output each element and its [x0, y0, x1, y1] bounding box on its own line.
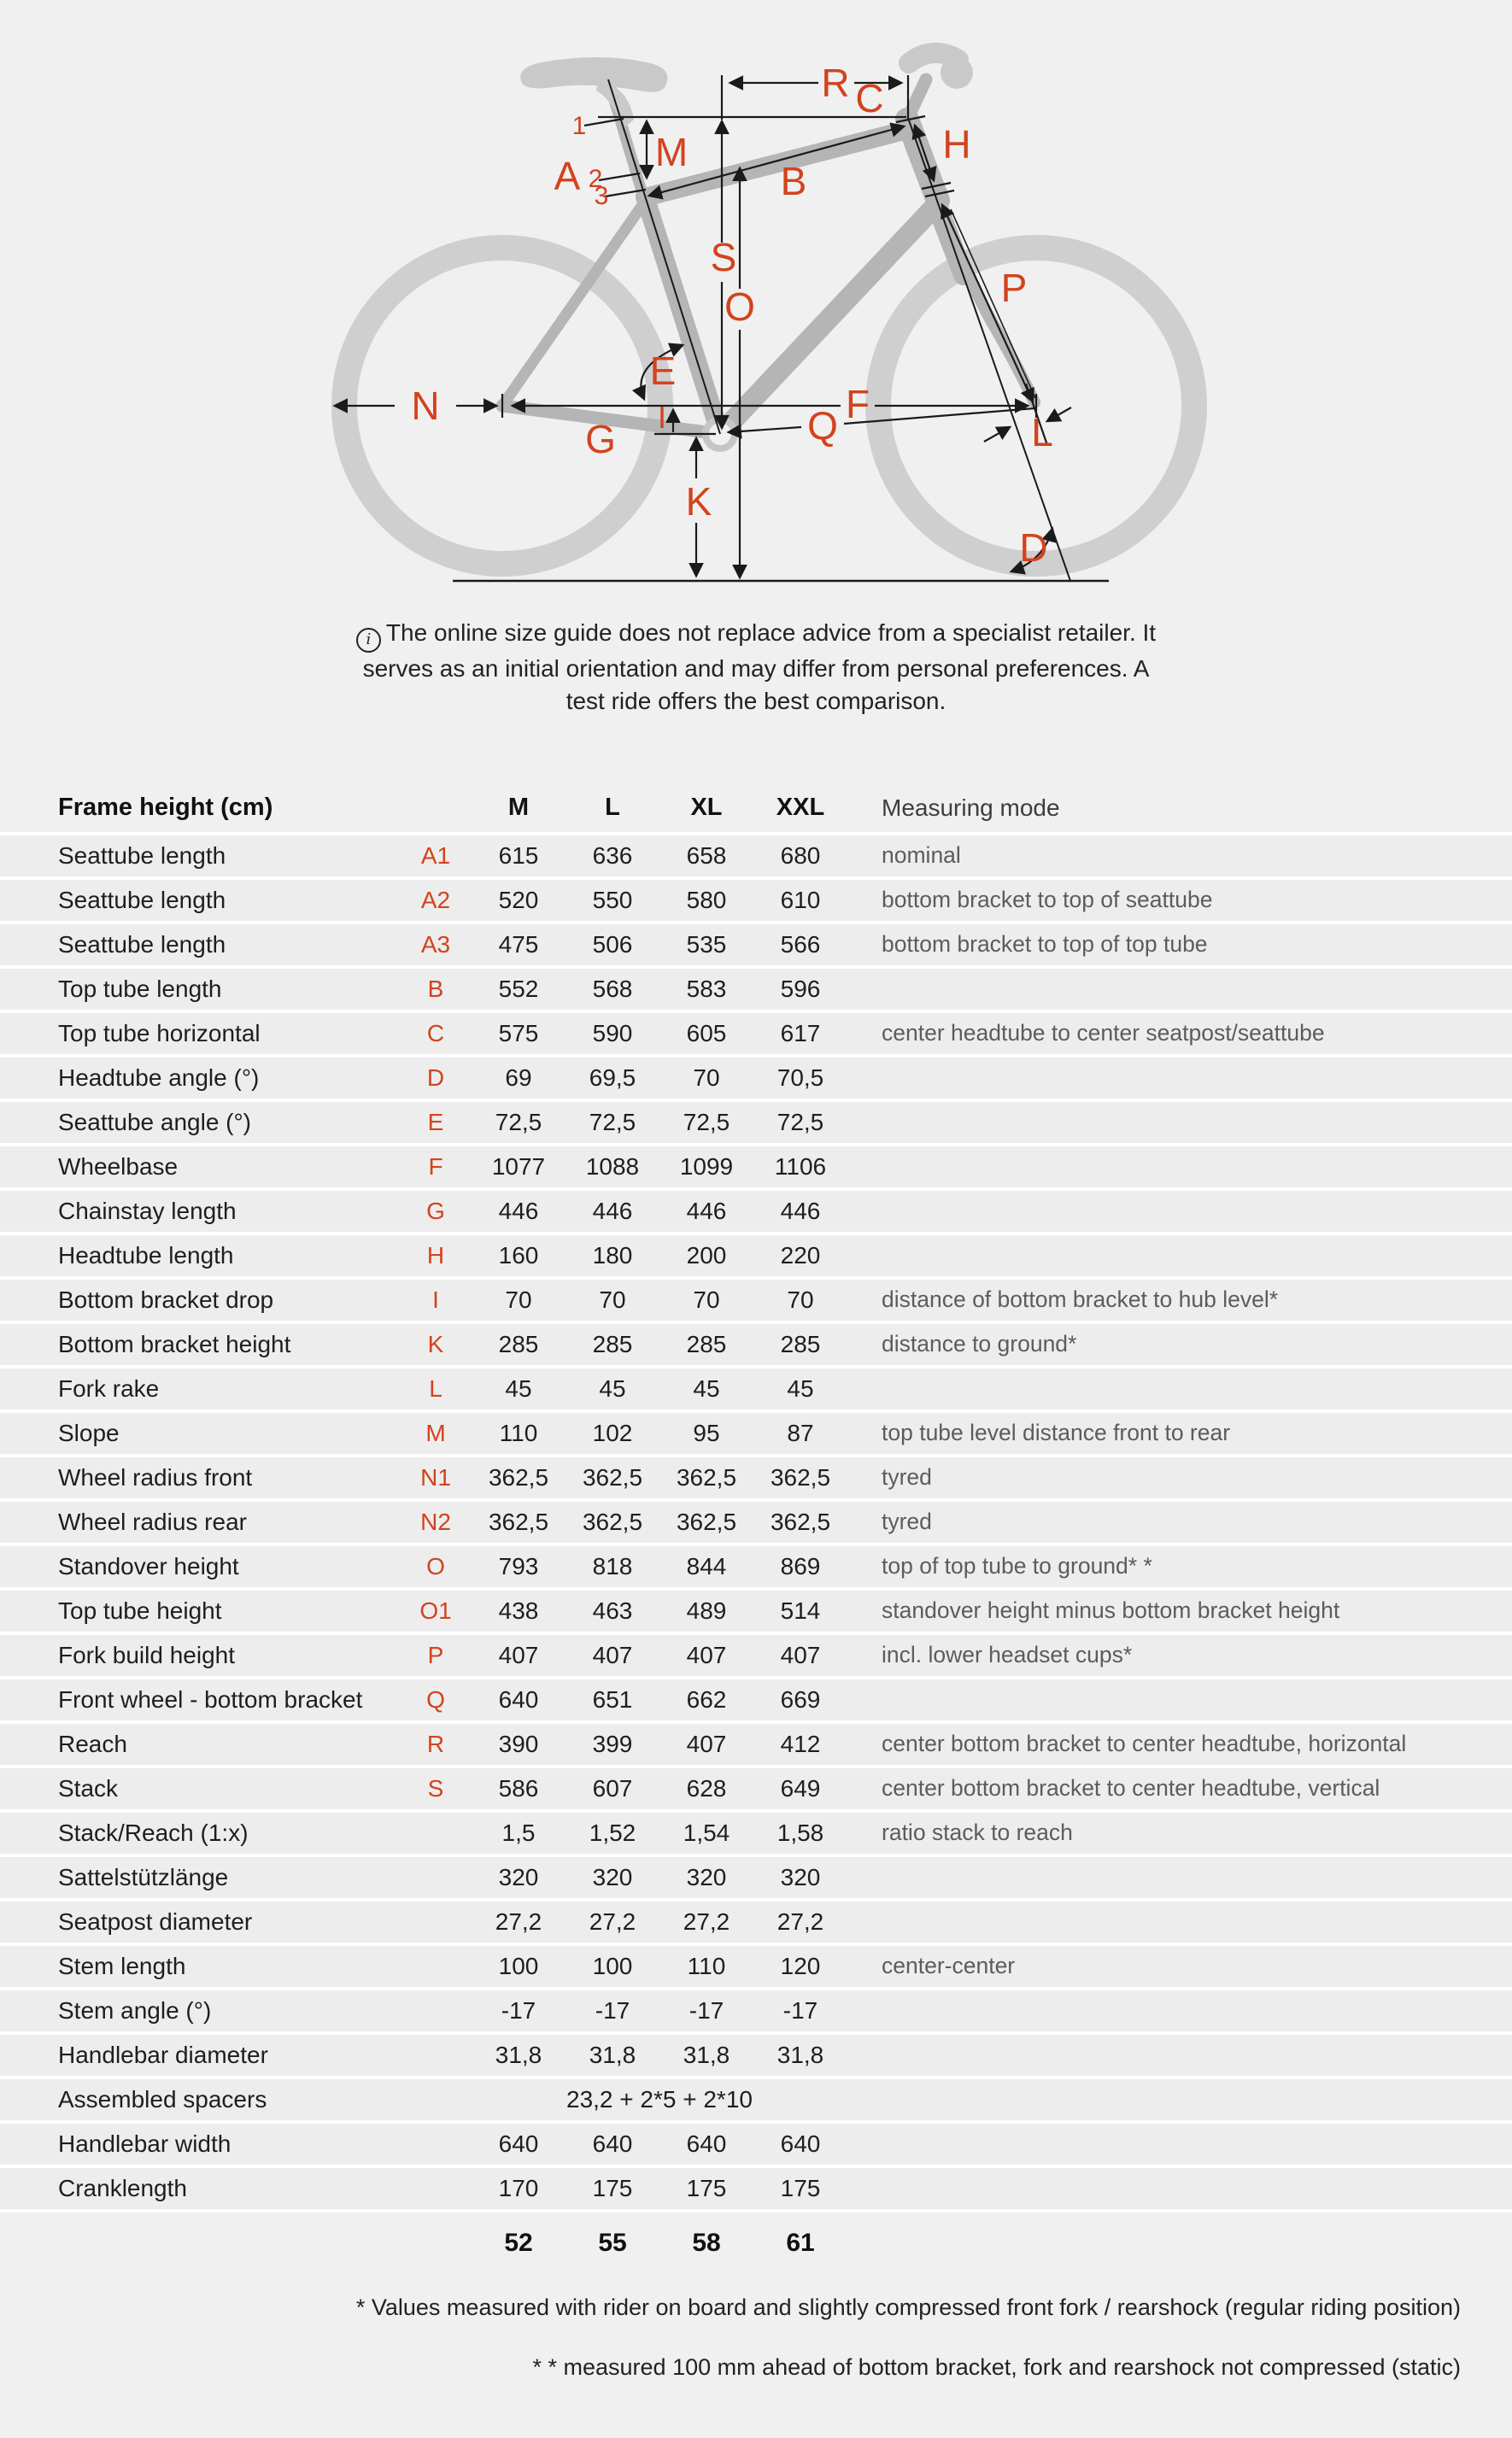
footnote-single-asterisk: * Values measured with rider on board and slightly compressed front fork / rearshock (regular riding position)	[355, 2294, 1461, 2320]
table-row	[0, 1054, 1512, 1099]
row-value: 669	[780, 1685, 821, 1713]
row-label: Top tube height	[58, 1597, 222, 1624]
diagram-label-S: S	[710, 235, 737, 279]
diagram-label-K: K	[685, 479, 712, 524]
table-header-measuring-mode: Measuring mode	[882, 794, 1060, 821]
row-value: 550	[592, 886, 633, 913]
row-label: Assembled spacers	[58, 2085, 267, 2113]
diagram-label-P: P	[1000, 266, 1028, 310]
table-row	[0, 1143, 1512, 1187]
table-row	[0, 2076, 1512, 2120]
row-value: 407	[592, 1641, 633, 1668]
row-value: 636	[592, 841, 633, 869]
info-icon: i	[356, 628, 381, 653]
table-row	[0, 832, 1512, 876]
row-value: 649	[780, 1774, 821, 1802]
row-value: 70	[693, 1064, 720, 1091]
diagram-letter-labels	[411, 61, 1052, 570]
row-value: 95	[693, 1419, 720, 1446]
row-value: 72,5	[589, 1108, 636, 1135]
row-value: 407	[686, 1641, 727, 1668]
row-letter: A1	[420, 841, 451, 869]
row-measuring-mode: incl. lower headset cups*	[882, 1642, 1133, 1667]
table-row	[0, 1276, 1512, 1321]
row-value: 180	[592, 1241, 633, 1269]
row-value: 662	[686, 1685, 727, 1713]
table-row	[0, 1898, 1512, 1943]
row-label: Fork build height	[58, 1641, 236, 1668]
row-letter: P	[427, 1641, 444, 1668]
row-value: 407	[498, 1641, 539, 1668]
table-header-size-l: L	[605, 793, 620, 821]
row-value: 640	[498, 1685, 539, 1713]
row-span-value: 23,2 + 2*5 + 2*10	[566, 2085, 753, 2113]
row-value: 320	[592, 1863, 633, 1890]
row-value: 390	[498, 1730, 539, 1757]
row-label: Seattube length	[58, 841, 226, 869]
row-value: -17	[782, 1996, 818, 2024]
row-value: 45	[693, 1374, 720, 1402]
row-label: Stem angle (°)	[58, 1996, 212, 2024]
row-value: 362,5	[676, 1463, 737, 1491]
row-letter: R	[426, 1730, 445, 1757]
saddle-icon	[520, 57, 667, 92]
table-row	[0, 1498, 1512, 1543]
row-value: 610	[780, 886, 821, 913]
row-value: 1,54	[683, 1819, 730, 1846]
table-row	[0, 1187, 1512, 1232]
row-value: 70	[787, 1286, 814, 1313]
row-value: 87	[787, 1419, 814, 1446]
diagram-label-2: 2	[588, 165, 603, 193]
diagram-label-1: 1	[571, 112, 587, 140]
row-label: Top tube horizontal	[58, 1019, 261, 1046]
row-value: 45	[599, 1374, 626, 1402]
row-value: 160	[498, 1241, 539, 1269]
row-value: 407	[780, 1641, 821, 1668]
row-label: Handlebar diameter	[58, 2041, 268, 2068]
row-letter: F	[428, 1152, 443, 1180]
table-body	[0, 832, 1512, 2212]
row-value: 568	[592, 975, 633, 1002]
row-measuring-mode: tyred	[882, 1509, 932, 1534]
row-value: 285	[498, 1330, 539, 1357]
row-value: 100	[592, 1952, 633, 1979]
row-value: 605	[686, 1019, 727, 1046]
row-label: Chainstay length	[58, 1197, 237, 1224]
row-value: 575	[498, 1019, 539, 1046]
row-letter: C	[426, 1019, 445, 1046]
row-value: 100	[498, 1952, 539, 1979]
row-letter: K	[427, 1330, 444, 1357]
table-row	[0, 2120, 1512, 2165]
row-value: 362,5	[676, 1508, 737, 1535]
table-row	[0, 2031, 1512, 2076]
diagram-label-C: C	[855, 76, 884, 120]
row-value: 552	[498, 975, 539, 1002]
row-label: Wheel radius rear	[58, 1508, 247, 1535]
row-value: 120	[780, 1952, 821, 1979]
diagram-label-F: F	[845, 382, 870, 426]
table-row	[0, 1232, 1512, 1276]
row-value: 285	[780, 1330, 821, 1357]
row-value: 27,2	[495, 1908, 542, 1935]
row-label: Stack	[58, 1774, 119, 1802]
row-value: 31,8	[777, 2041, 824, 2068]
row-label: Standover height	[58, 1552, 239, 1579]
row-measuring-mode: center headtube to center seatpost/seattube	[882, 1020, 1325, 1046]
table-row	[0, 1099, 1512, 1143]
row-value: 1099	[679, 1152, 734, 1180]
row-value: 220	[780, 1241, 821, 1269]
row-value: 362,5	[488, 1508, 549, 1535]
row-letter: M	[425, 1419, 446, 1446]
table-row	[0, 1854, 1512, 1898]
table-row	[0, 1676, 1512, 1720]
row-label: Seattube angle (°)	[58, 1108, 252, 1135]
row-value: 1,52	[589, 1819, 636, 1846]
row-value: 70	[693, 1286, 720, 1313]
row-label: Wheel radius front	[58, 1463, 253, 1491]
row-letter: O	[426, 1552, 445, 1579]
row-label: Slope	[58, 1419, 120, 1446]
table-row	[0, 1809, 1512, 1854]
table-row	[0, 1321, 1512, 1365]
row-letter: L	[429, 1374, 442, 1402]
row-value: 463	[592, 1597, 633, 1624]
table-row	[0, 1365, 1512, 1409]
row-value: 362,5	[582, 1508, 643, 1535]
row-letter: N2	[420, 1508, 451, 1535]
row-value: 651	[592, 1685, 633, 1713]
table-row	[0, 876, 1512, 921]
row-measuring-mode: center bottom bracket to center headtube, vertical	[882, 1775, 1380, 1801]
row-measuring-mode: standover height minus bottom bracket height	[882, 1597, 1340, 1623]
size-guide-note	[0, 617, 1512, 718]
row-value: 72,5	[683, 1108, 730, 1135]
row-value: 27,2	[589, 1908, 636, 1935]
row-value: 1,58	[777, 1819, 824, 1846]
row-letter: A2	[420, 886, 451, 913]
row-value: 407	[686, 1730, 727, 1757]
row-value: 170	[498, 2174, 539, 2201]
table-row	[0, 1543, 1512, 1587]
row-value: 320	[780, 1863, 821, 1890]
row-label: Bottom bracket height	[58, 1330, 291, 1357]
diagram-label-3: 3	[594, 182, 609, 210]
row-value: 72,5	[495, 1108, 542, 1135]
row-value: 818	[592, 1552, 633, 1579]
row-value: 175	[592, 2174, 633, 2201]
row-value: 640	[498, 2130, 539, 2157]
row-value: 793	[498, 1552, 539, 1579]
row-value: 31,8	[683, 2041, 730, 2068]
row-value: 446	[780, 1197, 821, 1224]
row-value: 590	[592, 1019, 633, 1046]
row-label: Top tube length	[58, 975, 222, 1002]
row-label: Seattube length	[58, 930, 226, 958]
diagram-label-N: N	[411, 384, 440, 428]
table-row	[0, 1943, 1512, 1987]
table-row	[0, 921, 1512, 965]
row-measuring-mode: tyred	[882, 1464, 932, 1490]
row-value: 658	[686, 841, 727, 869]
row-value: -17	[595, 1996, 630, 2024]
diagram-label-M: M	[654, 130, 689, 174]
row-label: Stack/Reach (1:x)	[58, 1819, 249, 1846]
handlebar-grip	[941, 56, 973, 89]
row-value: 362,5	[770, 1508, 831, 1535]
diagram-label-R: R	[821, 61, 850, 105]
row-value: 1088	[585, 1152, 640, 1180]
row-label: Wheelbase	[58, 1152, 179, 1180]
diagram-label-Q: Q	[807, 403, 838, 448]
table-row	[0, 1987, 1512, 2031]
diagram-label-A: A	[554, 154, 581, 198]
frame-sizes-row	[0, 2223, 1512, 2264]
row-label: Sattelstützlänge	[58, 1863, 229, 1890]
row-value: 200	[686, 1241, 727, 1269]
diagram-label-L: L	[1031, 410, 1053, 454]
row-value: 175	[686, 2174, 727, 2201]
row-value: 446	[592, 1197, 633, 1224]
row-letter: N1	[420, 1463, 451, 1491]
row-letter: O1	[419, 1597, 452, 1624]
row-value: 320	[498, 1863, 539, 1890]
row-value: 1106	[774, 1152, 827, 1180]
row-label: Reach	[58, 1730, 127, 1757]
diagram-label-H: H	[942, 122, 971, 167]
row-value: 583	[686, 975, 727, 1002]
row-measuring-mode: top of top tube to ground* *	[882, 1553, 1152, 1579]
row-label: Fork rake	[58, 1374, 160, 1402]
footnotes	[0, 2294, 1512, 2380]
row-measuring-mode: bottom bracket to top of top tube	[882, 931, 1208, 957]
row-value: 45	[505, 1374, 532, 1402]
row-value: 72,5	[777, 1108, 824, 1135]
row-value: 520	[498, 886, 539, 913]
diagram-label-O: O	[724, 284, 755, 329]
row-label: Bottom bracket drop	[58, 1286, 274, 1313]
row-measuring-mode: center-center	[882, 1953, 1016, 1978]
row-letter: Q	[426, 1685, 445, 1713]
row-value: 31,8	[495, 2041, 542, 2068]
row-value: 362,5	[488, 1463, 549, 1491]
note-line-3: test ride offers the best comparison.	[566, 687, 946, 714]
row-value: 69,5	[589, 1064, 636, 1091]
row-value: 110	[687, 1952, 726, 1979]
table-row	[0, 1765, 1512, 1809]
row-letter: I	[432, 1286, 439, 1313]
row-value: 1,5	[501, 1819, 536, 1846]
row-value: 580	[686, 886, 727, 913]
row-letter: E	[427, 1108, 444, 1135]
table-row	[0, 1454, 1512, 1498]
table-row	[0, 1632, 1512, 1676]
frame-size-value: 58	[692, 2228, 721, 2257]
row-value: -17	[501, 1996, 536, 2024]
row-value: 438	[498, 1597, 539, 1624]
row-value: 412	[780, 1730, 821, 1757]
row-value: 607	[592, 1774, 633, 1802]
row-value: 566	[780, 930, 821, 958]
row-value: 628	[686, 1774, 727, 1802]
row-measuring-mode: distance of bottom bracket to hub level*	[882, 1286, 1279, 1312]
row-value: 27,2	[683, 1908, 730, 1935]
row-value: 586	[498, 1774, 539, 1802]
table-header	[0, 767, 1512, 832]
diagram-label-E: E	[649, 349, 677, 393]
row-value: 640	[686, 2130, 727, 2157]
row-letter: S	[427, 1774, 444, 1802]
footnote-double-asterisk: * * measured 100 mm ahead of bottom bracket, fork and rearshock not compressed (static)	[532, 2353, 1461, 2380]
row-value: 362,5	[582, 1463, 643, 1491]
note-line-1: i The online size guide does not replace advice from a specialist retailer. It	[0, 617, 1512, 653]
diagram-label-I: I	[657, 400, 667, 435]
row-label: Headtube angle (°)	[58, 1064, 260, 1091]
row-value: 489	[686, 1597, 727, 1624]
diagram-label-G: G	[585, 417, 616, 461]
row-value: 362,5	[770, 1463, 831, 1491]
row-measuring-mode: nominal	[882, 842, 961, 868]
dim-L	[984, 427, 1010, 442]
row-value: 45	[787, 1374, 814, 1402]
table-row	[0, 965, 1512, 1010]
table-row	[0, 1409, 1512, 1454]
row-value: 680	[780, 841, 821, 869]
table-header-size-xl: XL	[690, 793, 723, 821]
row-label: Seatpost diameter	[58, 1908, 253, 1935]
row-value: 31,8	[589, 2041, 636, 2068]
frame-size-value: 55	[598, 2228, 627, 2257]
row-value: 27,2	[777, 1908, 824, 1935]
bike-geometry-diagram	[0, 0, 1512, 607]
row-label: Seattube length	[58, 886, 226, 913]
note-line-2: serves as an initial orientation and may differ from personal preferences. A	[362, 654, 1150, 682]
row-value: 640	[780, 2130, 821, 2157]
diagram-label-B: B	[780, 159, 807, 203]
row-measuring-mode: ratio stack to reach	[882, 1820, 1073, 1845]
row-label: Handlebar width	[58, 2130, 231, 2157]
table-row	[0, 2165, 1512, 2209]
row-letter: D	[426, 1064, 445, 1091]
row-value: 869	[780, 1552, 821, 1579]
row-value: 844	[686, 1552, 727, 1579]
bike-silhouette	[344, 53, 1194, 564]
table-header-size-m: M	[507, 793, 530, 821]
row-label: Front wheel - bottom bracket	[58, 1685, 363, 1713]
table-row	[0, 1587, 1512, 1632]
row-value: 102	[592, 1419, 633, 1446]
row-value: 70	[505, 1286, 532, 1313]
row-value: 175	[780, 2174, 821, 2201]
row-letter: B	[427, 975, 444, 1002]
row-value: 320	[686, 1863, 727, 1890]
table-header-frame-height: Frame height (cm)	[58, 793, 273, 821]
row-value: -17	[689, 1996, 724, 2024]
diagram-label-D: D	[1019, 525, 1048, 570]
row-measuring-mode: center bottom bracket to center headtube, horizontal	[882, 1731, 1407, 1756]
row-value: 446	[498, 1197, 539, 1224]
row-value: 285	[686, 1330, 727, 1357]
row-label: Headtube length	[58, 1241, 234, 1269]
row-value: 446	[686, 1197, 727, 1224]
row-value: 285	[592, 1330, 633, 1357]
row-letter: H	[426, 1241, 445, 1269]
frame-size-value: 52	[504, 2228, 533, 2257]
row-value: 1077	[491, 1152, 546, 1180]
row-value: 69	[505, 1064, 532, 1091]
row-measuring-mode: top tube level distance front to rear	[882, 1420, 1231, 1445]
row-value: 615	[498, 841, 539, 869]
row-value: 70	[599, 1286, 626, 1313]
row-value: 514	[780, 1597, 821, 1624]
row-letter: A3	[420, 930, 451, 958]
row-label: Stem length	[58, 1952, 186, 1979]
row-letter: G	[426, 1197, 445, 1224]
table-row	[0, 1010, 1512, 1054]
row-measuring-mode: bottom bracket to top of seattube	[882, 887, 1213, 912]
row-value: 617	[780, 1019, 821, 1046]
row-value: 110	[499, 1419, 538, 1446]
row-value: 640	[592, 2130, 633, 2157]
row-value: 475	[498, 930, 539, 958]
stem	[907, 79, 926, 120]
frame-size-value: 61	[786, 2228, 815, 2257]
table-row	[0, 1720, 1512, 1765]
table-header-size-xxl: XXL	[776, 793, 825, 821]
row-value: 506	[592, 930, 633, 958]
row-value: 535	[686, 930, 727, 958]
row-value: 596	[780, 975, 821, 1002]
row-value: 70,5	[777, 1064, 824, 1091]
row-value: 399	[592, 1730, 633, 1757]
row-label: Cranklength	[58, 2174, 187, 2201]
row-measuring-mode: distance to ground*	[882, 1331, 1077, 1357]
